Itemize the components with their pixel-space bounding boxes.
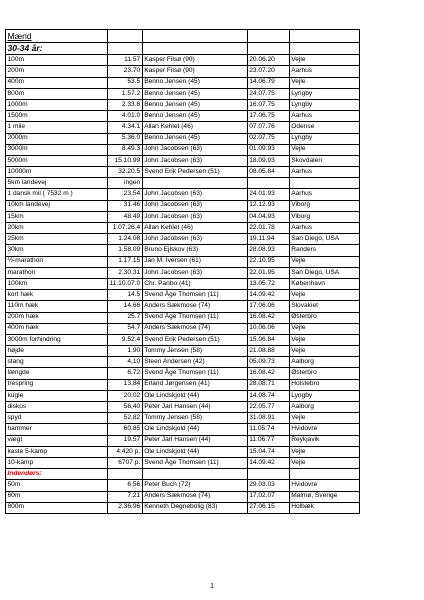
date-cell: 14.09.42	[247, 457, 289, 468]
result-cell: 60,85	[108, 424, 143, 435]
age-group-row	[6, 42, 360, 55]
table-row	[6, 278, 360, 289]
table-row	[6, 178, 360, 189]
indoor-table-row	[6, 502, 360, 513]
athlete-cell: Svend Åge Thomsen (11)	[142, 457, 247, 468]
table-row	[6, 245, 360, 256]
date-cell: 22.05.77	[247, 402, 289, 413]
venue-cell: Slovakiet	[289, 301, 359, 312]
venue-cell: Holbæk	[289, 502, 359, 513]
date-cell: 28.08.93	[247, 245, 289, 256]
table-row	[6, 435, 360, 446]
venue-cell: Reykjavik	[289, 435, 359, 446]
sheet-title: Mænd	[6, 30, 108, 43]
event-cell: 50m	[6, 480, 108, 491]
date-cell: 16.07.75	[247, 99, 289, 110]
athlete-cell: Svend Åge Thomsen (11)	[142, 312, 247, 323]
table-row	[6, 155, 360, 166]
athlete-cell: John Jacobsen (63)	[142, 211, 247, 222]
date-cell: 20.06.20	[247, 55, 289, 66]
date-cell: 13.05.72	[247, 278, 289, 289]
venue-cell: San Diego, USA	[289, 267, 359, 278]
date-cell: 31.08.91	[247, 413, 289, 424]
table-row	[6, 290, 360, 301]
athlete-cell: Benno Jensen (45)	[142, 133, 247, 144]
venue-cell: Vejle	[289, 55, 359, 66]
event-cell: 400m hæk	[6, 323, 108, 334]
event-cell: 25km	[6, 234, 108, 245]
venue-cell: København	[289, 278, 359, 289]
result-cell: 54.7	[108, 323, 143, 334]
result-cell: 2.33.6	[108, 99, 143, 110]
table-row	[6, 66, 360, 77]
table-row	[6, 223, 360, 234]
event-cell: trespring	[6, 379, 108, 390]
athlete-cell: Tommy Jensen (58)	[142, 413, 247, 424]
athlete-cell: Anders Sækmose (74)	[142, 301, 247, 312]
table-row	[6, 200, 360, 211]
table-row	[6, 357, 360, 368]
athlete-cell: Anders Sækmose (74)	[142, 323, 247, 334]
date-cell: 27.06.15	[247, 502, 289, 513]
venue-cell: Aarhus	[289, 66, 359, 77]
result-cell: 20,02	[108, 390, 143, 401]
event-cell: diskos	[6, 402, 108, 413]
event-cell: 100km	[6, 278, 108, 289]
result-cell: 31.46	[108, 200, 143, 211]
date-cell: 05.09.73	[247, 357, 289, 368]
venue-cell: Lyngby	[289, 88, 359, 99]
venue-cell: Østerbro	[289, 312, 359, 323]
result-cell: 1,90	[108, 346, 143, 357]
records-table	[5, 29, 360, 514]
event-cell: 200m hæk	[6, 312, 108, 323]
venue-cell: Viborg	[289, 211, 359, 222]
table-row	[6, 234, 360, 245]
event-cell: vægt	[6, 435, 108, 446]
date-cell: 08.05.84	[247, 167, 289, 178]
event-cell: kugle	[6, 390, 108, 401]
event-cell: 10-kamp	[6, 457, 108, 468]
result-cell: 11.57	[108, 55, 143, 66]
athlete-cell: Peter Jarl Hansen (44)	[142, 402, 247, 413]
venue-cell: Holstebro	[289, 379, 359, 390]
table-row	[6, 88, 360, 99]
athlete-cell: Benno Jensen (45)	[142, 77, 247, 88]
table-row	[6, 312, 360, 323]
event-cell: stang	[6, 357, 108, 368]
result-cell: 23.54	[108, 189, 143, 200]
table-row	[6, 402, 360, 413]
event-cell: 60m	[6, 491, 108, 502]
result-cell: 4.01.0	[108, 111, 143, 122]
date-cell: 22.10.95	[247, 256, 289, 267]
event-cell: 5km landevej	[6, 178, 108, 189]
venue-cell: Vejle	[289, 256, 359, 267]
athlete-cell: Jan M. Iversen (61)	[142, 256, 247, 267]
event-cell: 100m	[6, 55, 108, 66]
date-cell: 15.04.74	[247, 446, 289, 457]
venue-cell: Aarhus	[289, 189, 359, 200]
athlete-cell: Svend Erik Pedersen (51)	[142, 167, 247, 178]
date-cell: 24.07.75	[247, 88, 289, 99]
title-row	[6, 30, 360, 43]
table-row	[6, 55, 360, 66]
result-cell: 1.58.09	[108, 245, 143, 256]
athlete-cell: Ole Lindskjold (44)	[142, 446, 247, 457]
event-cell: 800m	[6, 88, 108, 99]
result-cell: 53.5	[108, 77, 143, 88]
indoor-heading: Indendørs:	[6, 469, 108, 480]
event-cell: 15km	[6, 211, 108, 222]
venue-cell: Vejle	[289, 457, 359, 468]
venue-cell: Østerbro	[289, 368, 359, 379]
event-cell: 2000m	[6, 133, 108, 144]
result-cell: 9.52.4	[108, 334, 143, 345]
result-cell: 25.7	[108, 312, 143, 323]
venue-cell: Aalborg	[289, 357, 359, 368]
athlete-cell: Allan Kehlet (46)	[142, 223, 247, 234]
venue-cell: Hvidovre	[289, 480, 359, 491]
date-cell: 16.08.42	[247, 368, 289, 379]
event-cell: 10000m	[6, 167, 108, 178]
result-cell: 15.10.99	[108, 155, 143, 166]
indoor-table-row	[6, 491, 360, 502]
athlete-cell: Ole Lindskjold (44)	[142, 390, 247, 401]
table-row	[6, 323, 360, 334]
venue-cell: San Diego, USA	[289, 234, 359, 245]
athlete-cell: Bruno Ejlskov (63)	[142, 245, 247, 256]
athlete-cell: Kasper Filsø (90)	[142, 66, 247, 77]
event-cell: 3000m	[6, 144, 108, 155]
venue-cell: Vejle	[289, 144, 359, 155]
venue-cell: Vejle	[289, 323, 359, 334]
event-cell: hammer	[6, 424, 108, 435]
event-cell: 5000m	[6, 155, 108, 166]
table-row	[6, 334, 360, 345]
date-cell: 28.08.71	[247, 379, 289, 390]
date-cell: 07.07.76	[247, 122, 289, 133]
venue-cell: Aarhus	[289, 167, 359, 178]
athlete-cell: Benno Jensen (45)	[142, 111, 247, 122]
indoor-table-row	[6, 480, 360, 491]
date-cell: 11.05.74	[247, 424, 289, 435]
table-row	[6, 99, 360, 110]
result-cell: 32.20.5	[108, 167, 143, 178]
date-cell: 23.07.20	[247, 66, 289, 77]
date-cell: 15.06.84	[247, 334, 289, 345]
result-cell: 4.34.1	[108, 122, 143, 133]
athlete-cell: John Jacobsen (63)	[142, 234, 247, 245]
event-cell: 20km	[6, 223, 108, 234]
athlete-cell: John Jacobsen (63)	[142, 155, 247, 166]
result-cell: 6707 p.	[108, 457, 143, 468]
date-cell: 14.09.42	[247, 290, 289, 301]
date-cell: 12.12.93	[247, 200, 289, 211]
result-cell: 6.56	[108, 480, 143, 491]
result-cell: 1.17.15	[108, 256, 143, 267]
result-cell: 2.30.31	[108, 267, 143, 278]
table-row	[6, 379, 360, 390]
athlete-cell: Svend Åge Thomsen (11)	[142, 290, 247, 301]
athlete-cell: Svend Erik Pedersen (51)	[142, 334, 247, 345]
table-row	[6, 457, 360, 468]
athlete-cell: Svend Åge Thomsen (11)	[142, 368, 247, 379]
event-cell: kort hæk	[6, 290, 108, 301]
result-cell: 1.57.2	[108, 88, 143, 99]
event-cell: 1 mile	[6, 122, 108, 133]
venue-cell: Skovdalen	[289, 155, 359, 166]
athlete-cell: Peter Jarl Hansen (44)	[142, 435, 247, 446]
table-row	[6, 256, 360, 267]
result-cell: ingen	[108, 178, 143, 189]
event-cell: kaste 5-kamp	[6, 446, 108, 457]
table-row	[6, 301, 360, 312]
event-cell: højde	[6, 346, 108, 357]
date-cell: 02.07.75	[247, 133, 289, 144]
table-row	[6, 133, 360, 144]
athlete-cell: Benno Jensen (45)	[142, 88, 247, 99]
event-cell: ½-marathon	[6, 256, 108, 267]
date-cell: 18.09.93	[247, 155, 289, 166]
athlete-cell: Benno Jensen (45)	[142, 99, 247, 110]
athlete-cell: John Jacobsen (63)	[142, 267, 247, 278]
table-row	[6, 424, 360, 435]
date-cell: 04.04.93	[247, 211, 289, 222]
table-row	[6, 77, 360, 88]
event-cell: længde	[6, 368, 108, 379]
result-cell: 8.49.3	[108, 144, 143, 155]
table-row	[6, 189, 360, 200]
venue-cell: Aarhus	[289, 111, 359, 122]
table-row	[6, 211, 360, 222]
venue-cell: Lyngby	[289, 99, 359, 110]
athlete-cell: Tommy Jensen (58)	[142, 346, 247, 357]
table-row	[6, 167, 360, 178]
athlete-cell: Ole Lindskjold (44)	[142, 424, 247, 435]
table-row	[6, 144, 360, 155]
athlete-cell: John Jacobsen (63)	[142, 144, 247, 155]
athlete-cell: Steen Andersen (42)	[142, 357, 247, 368]
event-cell: 3000m forhindring	[6, 334, 108, 345]
venue-cell: Odense	[289, 122, 359, 133]
date-cell: 17.06.75	[247, 111, 289, 122]
page-number: 1	[210, 583, 214, 590]
athlete-cell: Allan Kehlet (46)	[142, 122, 247, 133]
event-cell: marathon	[6, 267, 108, 278]
result-cell: 1.24.08	[108, 234, 143, 245]
venue-cell: Aalborg	[289, 402, 359, 413]
date-cell: 14.06.79	[247, 77, 289, 88]
athlete-cell: Kasper Filsø (90)	[142, 55, 247, 66]
date-cell: 22.01.95	[247, 267, 289, 278]
result-cell: 6,72	[108, 368, 143, 379]
date-cell: 21.08.88	[247, 346, 289, 357]
venue-cell: Lyngby	[289, 390, 359, 401]
venue-cell: Vejle	[289, 446, 359, 457]
athlete-cell: Anders Sækmose (74)	[142, 491, 247, 502]
date-cell: 10.06.06	[247, 323, 289, 334]
date-cell: 16.08.42	[247, 312, 289, 323]
event-cell: 10km landevej	[6, 200, 108, 211]
table-row	[6, 390, 360, 401]
venue-cell: Lyngby	[289, 133, 359, 144]
result-cell: 23.70	[108, 66, 143, 77]
venue-cell: Malmø, Sverige	[289, 491, 359, 502]
table-row	[6, 122, 360, 133]
age-group-heading: 30-34 år:	[6, 42, 108, 55]
table-row	[6, 267, 360, 278]
date-cell	[247, 178, 289, 189]
venue-cell: Viborg	[289, 200, 359, 211]
result-cell: 56,40	[108, 402, 143, 413]
event-cell: 400m	[6, 77, 108, 88]
athlete-cell	[142, 178, 247, 189]
event-cell: 200m	[6, 66, 108, 77]
venue-cell: Vejle	[289, 77, 359, 88]
result-cell: 14.5	[108, 290, 143, 301]
date-cell: 01.09.93	[247, 144, 289, 155]
venue-cell: Hvidovre	[289, 424, 359, 435]
event-cell: 1 dansk mil ( 7532 m )	[6, 189, 108, 200]
event-cell: 1000m	[6, 99, 108, 110]
result-cell: 1.07.26.4	[108, 223, 143, 234]
result-cell: 48.49	[108, 211, 143, 222]
date-cell: 29.03.03	[247, 480, 289, 491]
result-cell: 11.10.07.0	[108, 278, 143, 289]
table-row	[6, 346, 360, 357]
result-cell: 19,57	[108, 435, 143, 446]
result-cell: 14.66	[108, 301, 143, 312]
athlete-cell: Chr. Panbo (41)	[142, 278, 247, 289]
indoor-heading-row	[6, 469, 360, 480]
venue-cell: Aarhus	[289, 223, 359, 234]
result-cell: 13,84	[108, 379, 143, 390]
date-cell: 19.11.94	[247, 234, 289, 245]
athlete-cell: Peter Buch (72)	[142, 480, 247, 491]
date-cell: 14.08.74	[247, 390, 289, 401]
date-cell: 11.06.77	[247, 435, 289, 446]
athlete-cell: John Jacobsen (63)	[142, 189, 247, 200]
venue-cell: Vejle	[289, 290, 359, 301]
date-cell: 22.01.78	[247, 223, 289, 234]
result-cell: 4,10	[108, 357, 143, 368]
venue-cell: Vejle	[289, 334, 359, 345]
date-cell: 17.02.07	[247, 491, 289, 502]
result-cell: 2.36.96	[108, 502, 143, 513]
athlete-cell: John Jacobsen (63)	[142, 200, 247, 211]
venue-cell: Vejle	[289, 413, 359, 424]
athlete-cell: Erland Jørgensen (41)	[142, 379, 247, 390]
table-row	[6, 368, 360, 379]
result-cell: 4.420 p.	[108, 446, 143, 457]
result-cell: 5.36.0	[108, 133, 143, 144]
result-cell: 52,82	[108, 413, 143, 424]
table-row	[6, 413, 360, 424]
event-cell: spyd	[6, 413, 108, 424]
event-cell: 1500m	[6, 111, 108, 122]
athlete-cell: Kenneth Degnebolig (83)	[142, 502, 247, 513]
event-cell: 30km	[6, 245, 108, 256]
date-cell: 24.01.93	[247, 189, 289, 200]
venue-cell: Vejle	[289, 346, 359, 357]
event-cell: 110m hæk	[6, 301, 108, 312]
venue-cell	[289, 178, 359, 189]
event-cell: 800m	[6, 502, 108, 513]
date-cell: 17.06.06	[247, 301, 289, 312]
table-row	[6, 446, 360, 457]
result-cell: 7.21	[108, 491, 143, 502]
venue-cell: Randers	[289, 245, 359, 256]
table-row	[6, 111, 360, 122]
